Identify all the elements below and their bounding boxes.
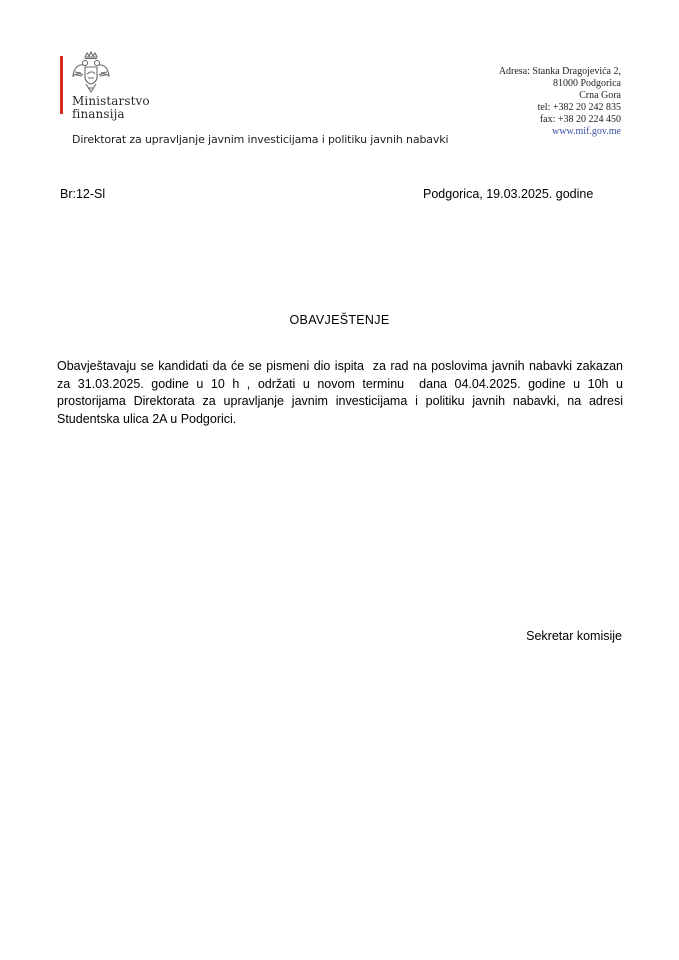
document-title: OBAVJEŠTENJE — [289, 313, 390, 327]
ministry-name — [72, 95, 150, 121]
website-link[interactable]: www.mif.gov.me — [552, 126, 621, 137]
address-line2: 81000 Podgorica — [552, 78, 621, 89]
address-tel: tel: +382 20 242 835 — [537, 102, 621, 113]
document-body: Obavještavaju se kandidati da će se pismeni dio ispita za rad na poslovima javnih nabavki zakazan za 31.03.2025. godine u 10 h , održati u novom terminu dana 04.04.2025. godine u 10h u prostorijama Direktorata za upravljanje javnim investicijama i politiku javnih nabavki, na adresi Studentska ulica 2A u Podgorici. — [57, 359, 627, 426]
address-block — [499, 66, 621, 138]
accent-bar — [60, 56, 63, 114]
ministry-name-line1: Ministarstvo — [72, 94, 150, 108]
address-fax: fax: +38 20 224 450 — [539, 114, 621, 125]
montenegro-coat-of-arms-icon — [71, 50, 111, 94]
ministry-name-line2: finansija — [72, 107, 125, 121]
document-number: Br:12-Sl — [60, 187, 106, 201]
address-line1: Adresa: Stanka Dragojevića 2, — [498, 66, 621, 77]
document-place-date: Podgorica, 19.03.2025. godine — [423, 187, 594, 201]
directorate-name: Direktorat za upravljanje javnim investicijama i politiku javnih nabavki — [72, 133, 449, 146]
address-line3: Crna Gora — [579, 90, 621, 101]
signature-line: Sekretar komisije — [526, 629, 622, 643]
